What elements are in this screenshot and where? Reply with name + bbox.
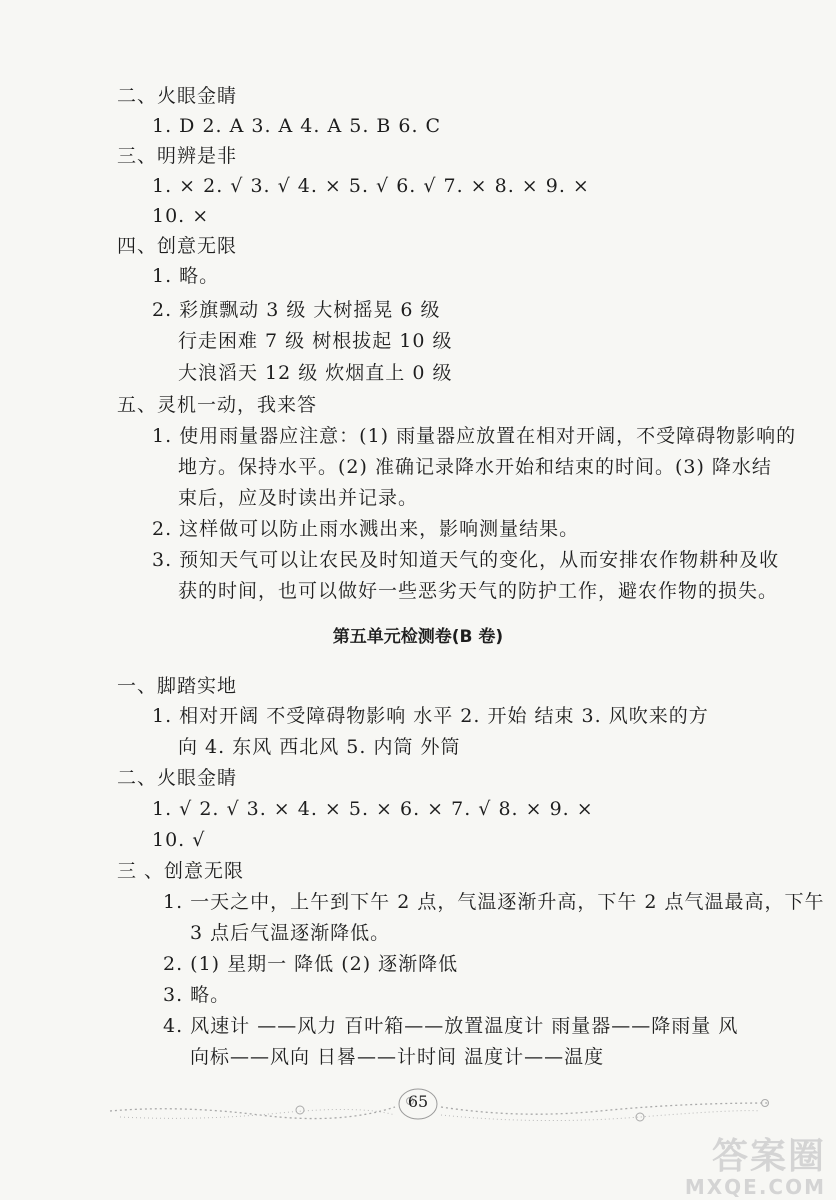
unit-test-title: 第五单元检测卷(B 卷) (332, 627, 504, 647)
section-heading: 四、创意无限 (117, 235, 238, 257)
answer-line: 3. 略。 (163, 984, 231, 1006)
answer-line: 3. 预知天气可以让农民及时知道天气的变化，从而安排农作物耕种及收 (152, 549, 780, 571)
answer-line: 3 点后气温逐渐降低。 (190, 922, 391, 944)
watermark-text: 答案圈 (711, 1136, 826, 1177)
answer-line: 向 4. 东风 西北风 5. 内筒 外筒 (178, 736, 461, 758)
answer-line: 4. 风速计 ——风力 百叶箱——放置温度计 雨量器——降雨量 风 (163, 1015, 739, 1037)
answer-line: 束后，应及时读出并记录。 (178, 487, 419, 509)
answer-line: 2. 这样做可以防止雨水溅出来，影响测量结果。 (152, 518, 580, 540)
answer-line: 1. 略。 (152, 265, 220, 287)
section-heading: 二、火眼金睛 (117, 85, 238, 107)
answer-line: 1. 相对开阔 不受障碍物影响 水平 2. 开始 结束 3. 风吹来的方 (152, 705, 709, 727)
site-watermark-logo (685, 1138, 826, 1198)
section-heading: 三、明辨是非 (117, 145, 238, 167)
answer-line: 获的时间，也可以做好一些恶劣天气的防护工作，避农作物的损失。 (178, 580, 779, 602)
answer-line: 大浪滔天 12 级 炊烟直上 0 级 (178, 362, 453, 384)
answer-line: 10. √ (152, 829, 206, 851)
answer-line: 地方。保持水平。(2) 准确记录降水开始和结束的时间。(3) 降水结 (178, 456, 772, 478)
section-heading: 二、火眼金睛 (117, 767, 238, 789)
section-heading: 一、脚踏实地 (117, 675, 238, 697)
answer-line: 向标——风向 日晷——计时间 温度计——温度 (190, 1046, 605, 1068)
answer-line: 行走困难 7 级 树根拔起 10 级 (178, 330, 453, 352)
answer-line: 2. (1) 星期一 降低 (2) 逐渐降低 (163, 953, 459, 975)
section-heading: 五、灵机一动，我来答 (117, 394, 318, 416)
answer-line: 1. D 2. A 3. A 4. A 5. B 6. C (152, 115, 442, 137)
page-number: 65 (407, 1092, 429, 1111)
answer-line: 10. × (152, 205, 210, 227)
answer-line: 1. 使用雨量器应注意：(1) 雨量器应放置在相对开阔，不受障碍物影响的 (152, 425, 797, 447)
answer-line: 1. √ 2. √ 3. × 4. × 5. × 6. × 7. √ 8. × 9. × (152, 798, 594, 820)
watermark-url: MXQE.COM (684, 1175, 826, 1199)
answer-line: 1. 一天之中，上午到下午 2 点，气温逐渐升高，下午 2 点气温最高，下午 (163, 891, 825, 913)
section-heading: 三 、创意无限 (117, 860, 245, 882)
answer-line: 1. × 2. √ 3. √ 4. × 5. √ 6. √ 7. × 8. × 9. × (152, 175, 590, 197)
answer-line: 2. 彩旗飘动 3 级 大树摇晃 6 级 (152, 299, 441, 321)
